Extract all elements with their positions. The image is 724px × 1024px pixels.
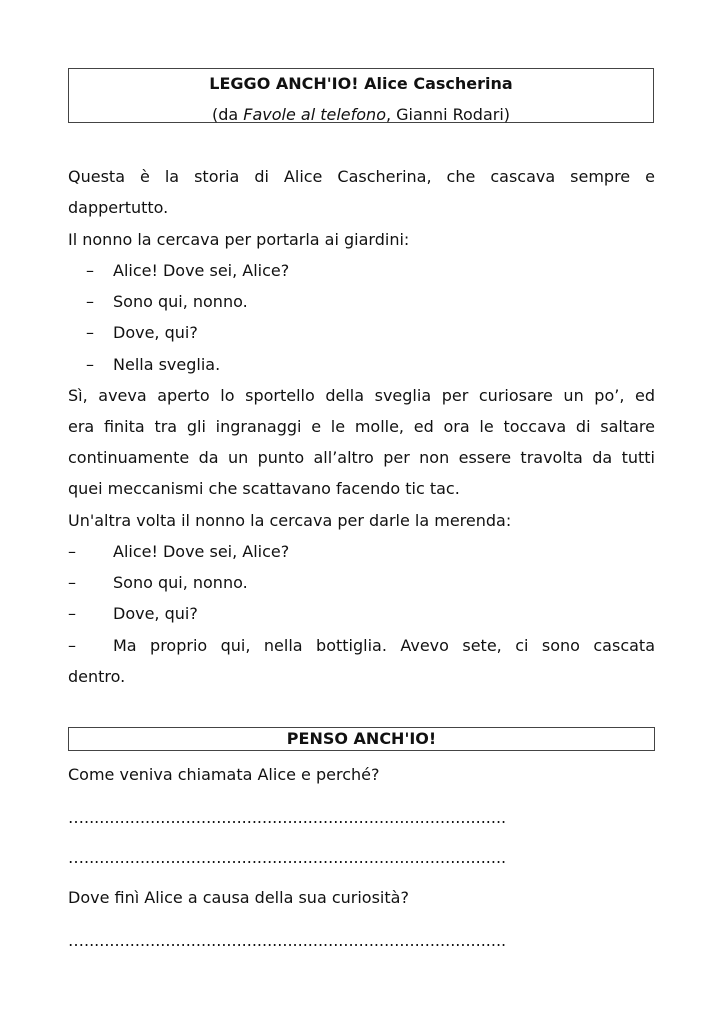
document-title: LEGGO ANCH'IO! Alice Cascherina — [209, 74, 513, 93]
paragraph-line-1: Sì, aveva aperto lo sportello della sveglia per curiosare un po’, ed — [68, 386, 655, 405]
answer-line-1[interactable]: …................................................................................... — [68, 808, 507, 827]
paragraph-line-4: quei meccanismi che scattavano facendo tic tac. — [68, 479, 460, 498]
source-book: Favole al telefono — [243, 105, 386, 124]
source-citation — [69, 105, 653, 124]
dialogue-2-line-3: Dove, qui? — [113, 604, 198, 623]
answer-line-3[interactable]: …................................................................................... — [68, 931, 507, 950]
grandpa-search-1: Il nonno la cercava per portarla ai giardini: — [68, 230, 410, 249]
dialogue-dash: – — [68, 573, 76, 592]
paragraph-line-3: continuamente da un punto all’altro per non essere travolta da tutti — [68, 448, 655, 467]
dialogue-1-line-3: Dove, qui? — [113, 323, 198, 342]
dialogue-1-line-4: Nella sveglia. — [113, 355, 221, 374]
source-prefix: (da — [211, 105, 244, 124]
dialogue-2-line-1: Alice! Dove sei, Alice? — [113, 542, 290, 561]
question-1: Come veniva chiamata Alice e perché? — [68, 765, 380, 784]
dialogue-dash: – — [68, 636, 76, 655]
dialogue-dash: – — [68, 604, 76, 623]
question-2: Dove finì Alice a causa della sua curiosità? — [68, 888, 409, 907]
dialogue-dash: – — [86, 355, 94, 374]
grandpa-search-2: Un'altra volta il nonno la cercava per darle la merenda: — [68, 511, 512, 530]
dialogue-1-line-2: Sono qui, nonno. — [113, 292, 248, 311]
dialogue-dash: – — [86, 323, 94, 342]
dialogue-dash: – — [86, 292, 94, 311]
intro-line-2: dappertutto. — [68, 198, 169, 217]
dialogue-2-end: dentro. — [68, 667, 126, 686]
dialogue-dash: – — [86, 261, 94, 280]
dialogue-2-line-4: Ma proprio qui, nella bottiglia. Avevo sete, ci sono cascata — [113, 636, 655, 655]
dialogue-2-line-2: Sono qui, nonno. — [113, 573, 248, 592]
dialogue-1-line-1: Alice! Dove sei, Alice? — [113, 261, 290, 280]
source-suffix: , Gianni Rodari) — [385, 105, 511, 124]
exercise-heading: PENSO ANCH'IO! — [68, 727, 655, 751]
dialogue-dash: – — [68, 542, 76, 561]
answer-line-2[interactable]: …................................................................................... — [68, 848, 507, 867]
title-box — [68, 68, 654, 123]
paragraph-line-2: era finita tra gli ingranaggi e le molle, ed ora le toccava di saltare — [68, 417, 655, 436]
intro-line-1: Questa è la storia di Alice Cascherina, che cascava sempre e — [68, 167, 655, 186]
